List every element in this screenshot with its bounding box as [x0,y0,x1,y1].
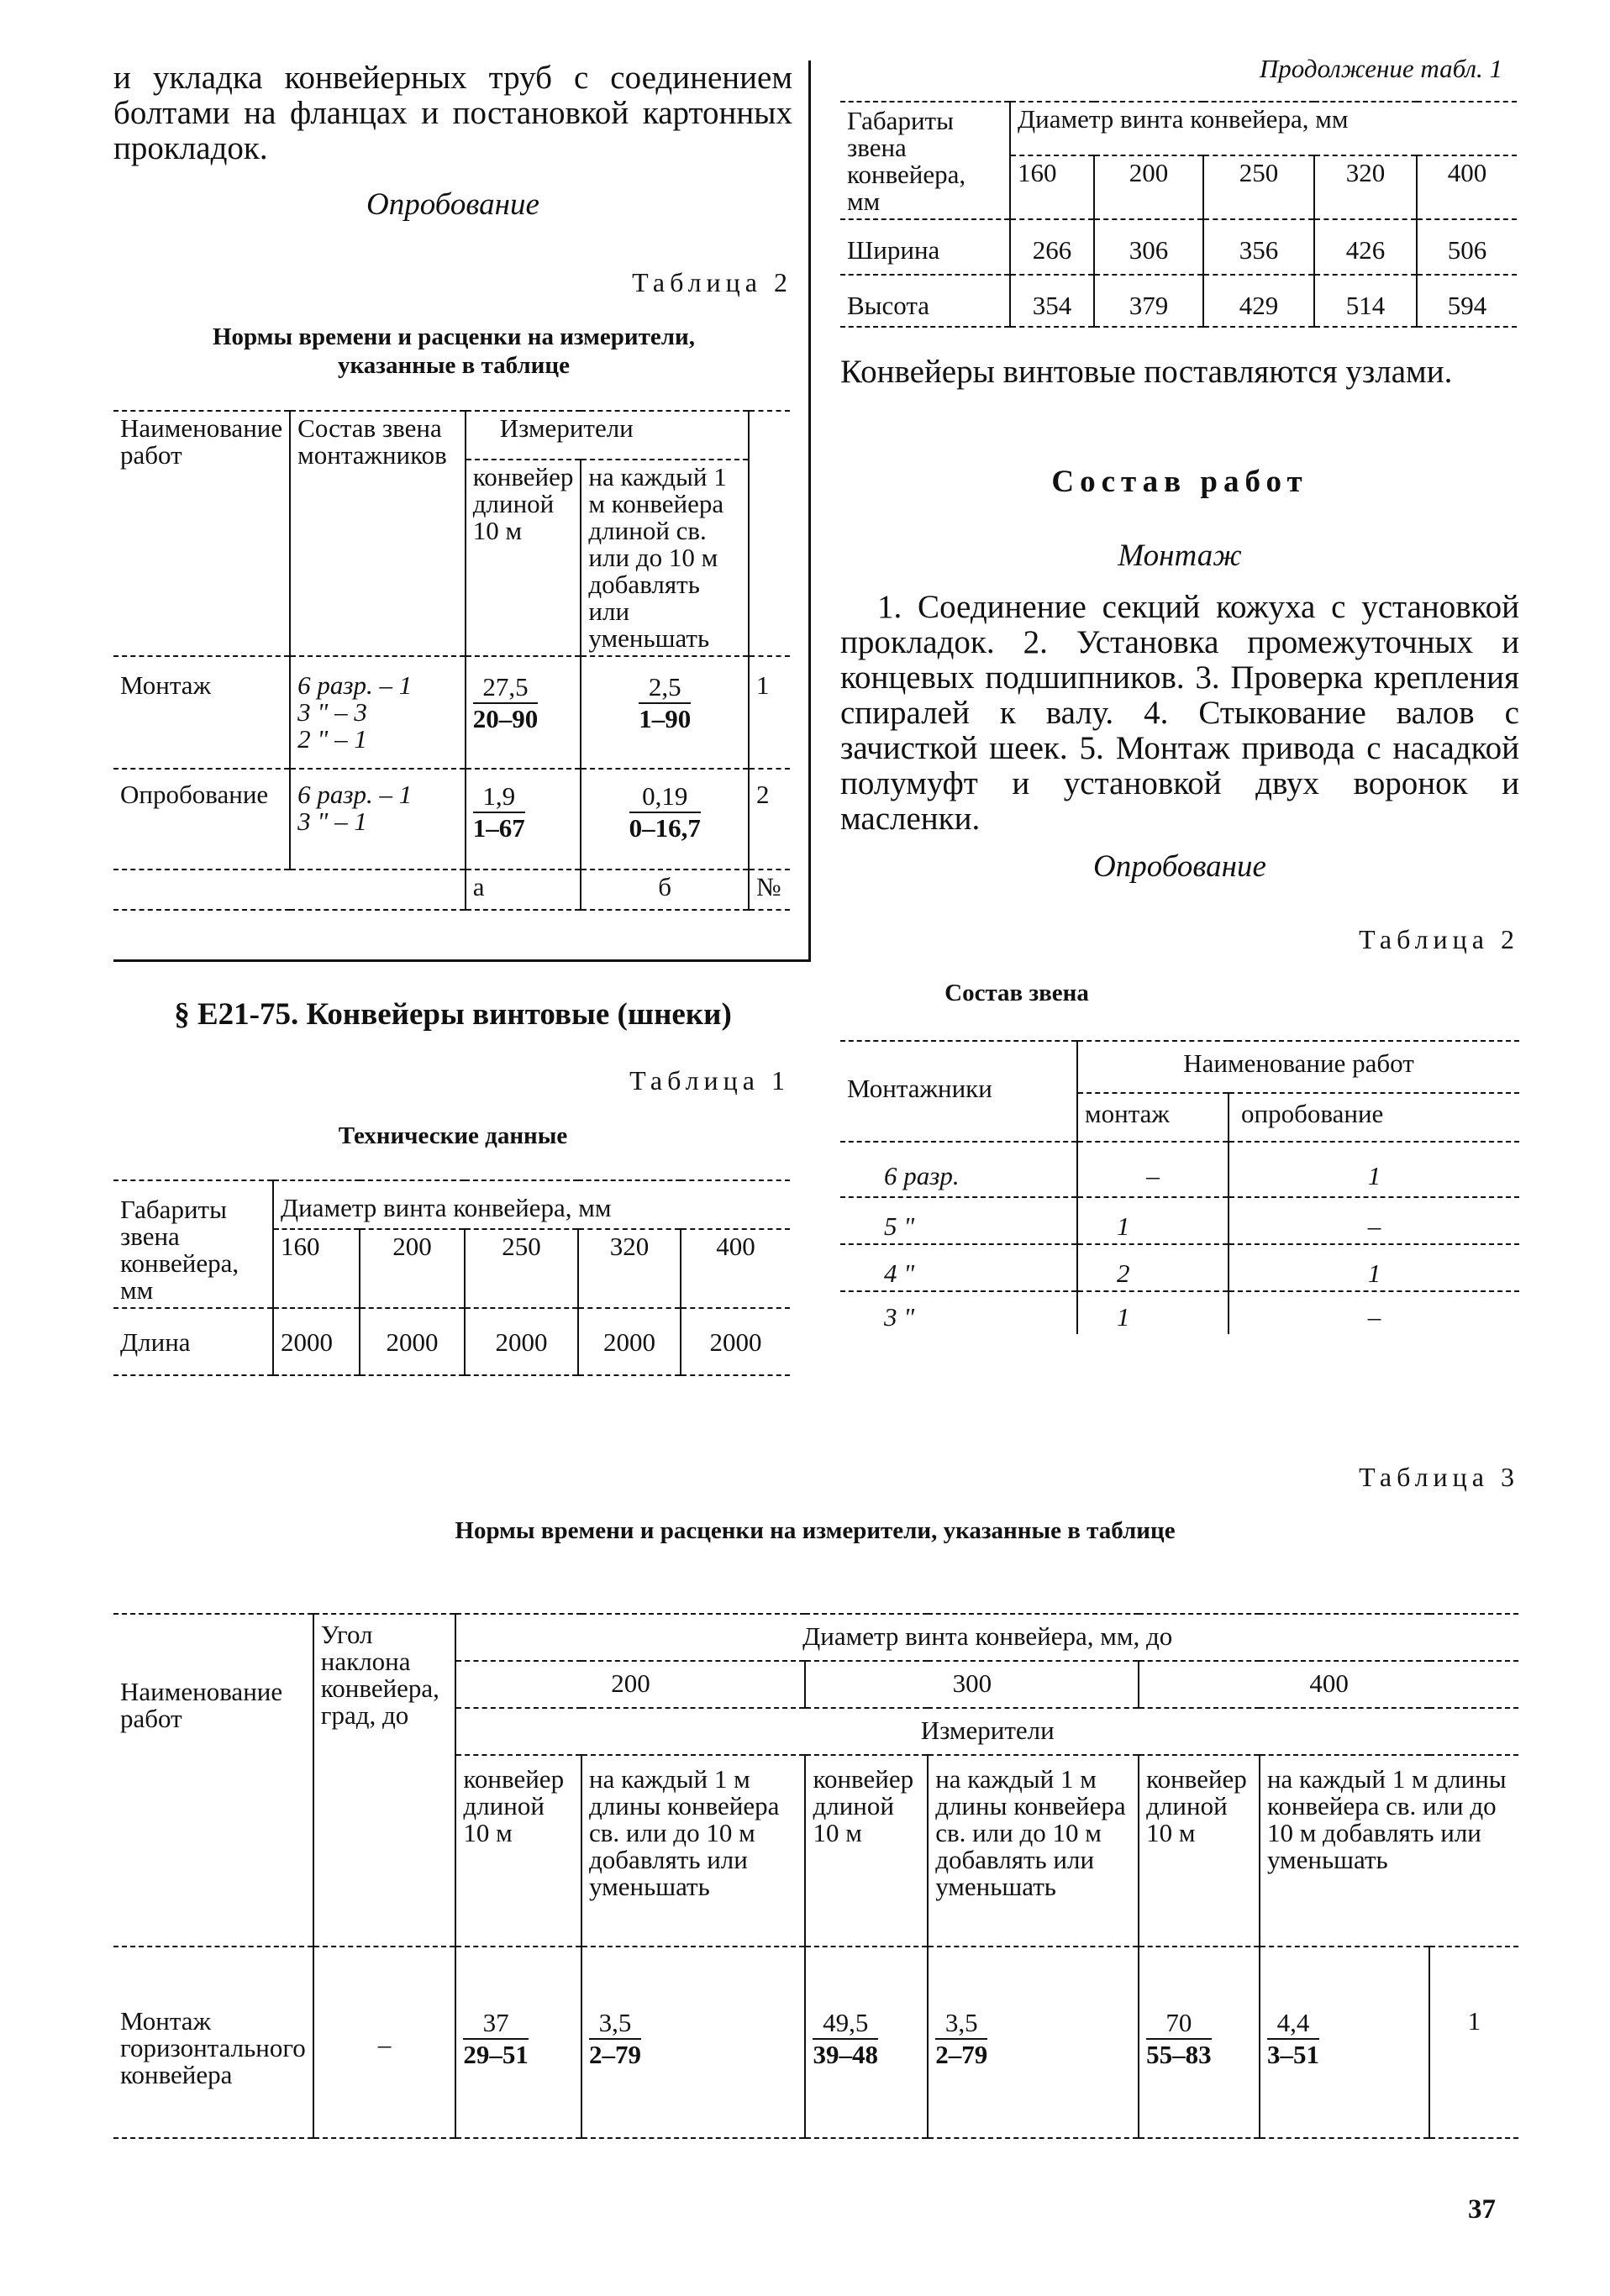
t2l-row1-sostav: 6 разр. – 1 3 " – 3 2 " – 1 [297,670,413,754]
t3-h-diam: Диаметр винта конвейера, мм, до [802,1621,1173,1651]
t2r-r4-o: – [1367,1302,1381,1332]
t2r-r2-m: 1 [1117,1211,1130,1241]
t2r-r4-razr: 3 " [884,1302,915,1332]
t1c-h-diam: Диаметр винта конвейера, мм [1018,104,1349,134]
continuation-label: Продолжение табл. 1 [1259,54,1502,83]
t2r-r3-razr: 4 " [884,1258,915,1288]
t3-h-name: Наименование работ [120,1677,283,1733]
opr-heading-left: Опробование [366,187,539,222]
t3-row-angle: – [377,2030,392,2059]
t1-d200: 200 [392,1232,432,1261]
column-divider-bottom [113,959,811,962]
t3-row-name: Монтаж горизонтального конвейера [120,2006,306,2089]
t3-h-angle: Угол наклона конвейера, град, до [320,1620,439,1730]
t3-v6: $\frac{4,4}{3-51}$ [1266,2008,1319,2069]
t1-d320: 320 [609,1232,650,1261]
t2r-r1-o: 1 [1367,1161,1381,1190]
t2l-h-izm: Измерители [499,413,634,443]
t2l-row2-sostav: 6 разр. – 1 3 " – 1 [297,780,413,836]
t2l-foot-b: б [658,872,672,901]
table3-title: Нормы времени и расценки на измерители, указанные в таблице [455,1517,1176,1544]
t2l-foot-a: а [472,872,485,901]
t3-h-a2: конвейер длиной 10 м [813,1764,914,1847]
table2-label-left: Таблица 2 [632,267,792,297]
t2r-r2-o: – [1367,1211,1381,1241]
t1-v2: 2000 [386,1327,439,1357]
t1-h-diam: Диаметр винта конвейера, мм [281,1193,612,1222]
t3-d200: 200 [611,1668,650,1698]
t1c-row1-label: Ширина [847,235,940,265]
t1c-row2-label: Высота [847,291,930,320]
t1c-d400: 400 [1447,158,1487,188]
t2l-foot-n: № [755,872,781,901]
t2r-h-naim: Наименование работ [1183,1048,1414,1078]
t2r-r4-m: 1 [1117,1302,1130,1332]
table1 [113,1180,790,1376]
t2l-h-col-b: на каждый 1 м конвейера длиной св. или до 10 м добавлять или уменьшать [588,462,727,653]
section-title: § Е21-75. Конвейеры винтовые (шнеки) [174,997,732,1032]
table3-label: Таблица 3 [1359,1462,1519,1492]
t3-d300: 300 [952,1668,992,1698]
t2l-row2-name: Опробование [120,780,269,809]
t1c-h-gab: Габариты звена конвейера, мм [847,106,966,216]
montazh-heading: Монтаж [1118,539,1242,573]
t1-v3: 2000 [495,1327,548,1357]
table2-title-left: Нормы времени и расценки на измерители, указанные в таблице [213,323,695,379]
table2-left [113,410,790,911]
t3-d400: 400 [1309,1668,1349,1698]
t3-v3: $\frac{49,5}{39-48}$ [813,2008,878,2069]
t3-v5: $\frac{70}{55-83}$ [1146,2008,1212,2069]
table2-right [840,1040,1519,1334]
t1-d400: 400 [716,1232,755,1261]
t3-h-izm: Измерители [920,1715,1055,1745]
t1c-row2-v2: 379 [1129,291,1169,320]
t1-v1: 2000 [281,1327,333,1357]
t2l-row1-a: $\frac{27,5}{20-90}$ [472,672,539,733]
t1c-row2-v3: 429 [1239,291,1279,320]
t3-v2: $\frac{3,5}{2-79}$ [589,2008,642,2069]
t2l-h-name: Наименование работ [120,413,283,470]
supply-paragraph: Конвейеры винтовые поставляются узлами. [840,354,1453,390]
t2l-row1-b: $\frac{2,5}{1-90}$ [639,672,692,733]
t1c-d160: 160 [1018,158,1057,188]
t2l-row1-n: 1 [755,670,770,700]
t1-h-gab: Габариты звена конвейера, мм [120,1195,239,1305]
table1-continued [840,101,1517,328]
t1-d250: 250 [502,1232,541,1261]
t1-d160: 160 [281,1232,320,1261]
t1c-row1-v2: 306 [1129,235,1169,265]
t1c-row2-v1: 354 [1032,291,1072,320]
t1-v4: 2000 [603,1327,655,1357]
table1-label: Таблица 1 [629,1065,790,1095]
t1c-row1-v3: 356 [1239,235,1279,265]
table2-title-right: Состав звена [944,980,1089,1006]
t1c-d200: 200 [1129,158,1169,188]
sostav-rabot-heading: Состав работ [1051,465,1308,499]
t2r-r2-razr: 5 " [884,1211,915,1241]
t3-v1: $\frac{37}{29-51}$ [463,2008,529,2069]
t1c-row2-v4: 514 [1345,291,1386,320]
t2l-row1-name: Монтаж [120,670,211,700]
t3-h-b3: на каждый 1 м длины конвейера св. или до 10 м добавлять или уменьшать [1266,1764,1507,1874]
t3-h-a1: конвейер длиной 10 м [463,1764,565,1847]
t2r-h-opr: опробование [1241,1099,1384,1128]
table3 [113,1613,1518,2139]
t1c-row1-v1: 266 [1032,235,1072,265]
intro-paragraph: и укладка конвейерных труб с соединением болтами на фланцах и постановкой картонных прокладок. [113,60,792,166]
page-number: 37 [1468,2194,1496,2225]
t1c-row1-v4: 426 [1345,235,1386,265]
t1-row-label: Длина [120,1327,191,1357]
t3-h-b2: на каждый 1 м длины конвейера св. или до 10 м добавлять или уменьшать [935,1764,1126,1901]
column-divider [808,60,811,961]
t3-row-n: 1 [1467,2006,1481,2036]
t1c-d320: 320 [1345,158,1386,188]
t3-h-a3: конвейер длиной 10 м [1146,1764,1247,1847]
table1-title: Технические данные [338,1122,568,1149]
t1c-row2-v5: 594 [1447,291,1487,320]
t1c-d250: 250 [1239,158,1279,188]
t2r-r1-m: – [1146,1161,1160,1190]
t2l-h-sostav: Состав звена монтажников [297,413,447,470]
t1-v5: 2000 [709,1327,762,1357]
t2r-h-montazh: монтаж [1085,1099,1170,1128]
t2l-row2-a: $\frac{1,9}{1-67}$ [472,781,525,843]
t2r-r1-razr: 6 разр. [884,1161,960,1190]
t2l-h-col-a: конвейер длиной 10 м [472,462,574,545]
t2r-r3-m: 2 [1117,1258,1130,1288]
t2r-h-mont: Монтажники [847,1074,992,1103]
t3-v4: $\frac{3,5}{2-79}$ [935,2008,988,2069]
t2l-row2-b: $\frac{0,19}{0-16,7}$ [629,781,701,843]
opr-heading-right: Опробование [1093,849,1266,884]
t1c-row1-v5: 506 [1447,235,1487,265]
montazh-text: 1. Соединение секций кожуха с установкой прокладок. 2. Установка промежуточных и концевых подшипников. 3. Проверка крепления спиралей к валу. 4. Стыкование валов с зачисткой шеек. 5. Монтаж привода с насадкой полумуфт и установкой двух воронок и масленки. [840,589,1519,837]
t3-h-b1: на каждый 1 м длины конвейера св. или до 10 м добавлять или уменьшать [589,1764,780,1901]
t2r-r3-o: 1 [1367,1258,1381,1288]
t2l-row2-n: 2 [755,780,770,809]
table2-label-right: Таблица 2 [1359,924,1519,954]
